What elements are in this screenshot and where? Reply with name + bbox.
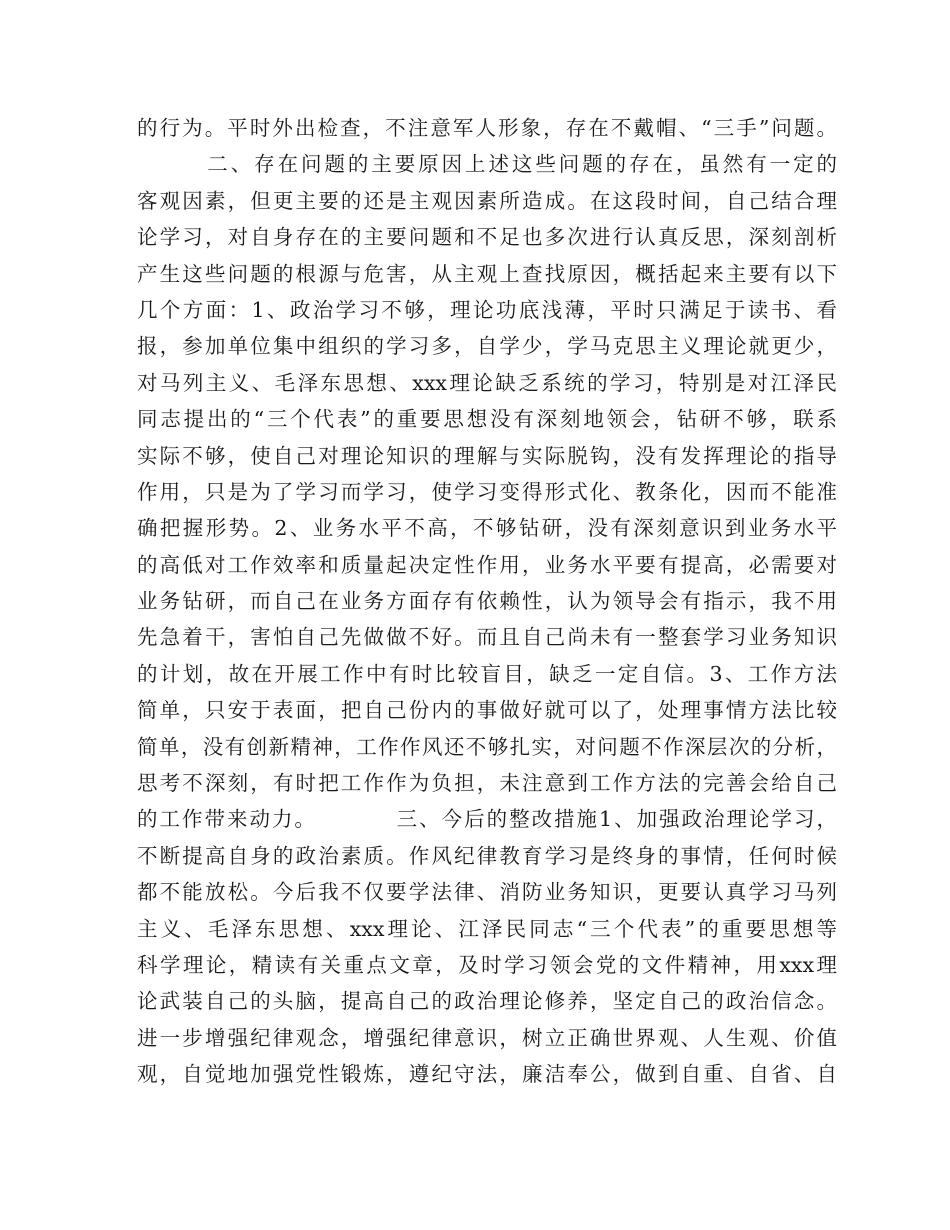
text-line: 思考不深刻，有时把工作作为负担，未注意到工作方法的完善会给自己 <box>137 771 837 796</box>
text-line: 同志提出的“三个代表”的重要思想没有深刻地领会，钻研不够，联系 <box>137 407 837 432</box>
text-line: 都不能放松。今后我不仅要学法律、消防业务知识，更要认真学习马列 <box>137 880 837 905</box>
text-line: 简单，没有创新精神，工作作风还不够扎实，对问题不作深层次的分析， <box>137 734 837 759</box>
document-body <box>137 110 837 1093</box>
text-line: 简单，只安于表面，把自己份内的事做好就可以了，处理事情方法比较 <box>137 698 837 723</box>
text-line: 实际不够，使自己对理论知识的理解与实际脱钩，没有发挥理论的指导 <box>137 443 837 468</box>
text-line: 论学习，对自身存在的主要问题和不足也多次进行认真反思，深刻剖析 <box>137 225 837 250</box>
text-line: 进一步增强纪律观念，增强纪律意识，树立正确世界观、人生观、价值 <box>137 1025 837 1050</box>
text-line: 的计划，故在开展工作中有时比较盲目，缺乏一定自信。3、工作方法 <box>137 661 837 686</box>
text-line: 的高低对工作效率和质量起决定性作用，业务水平要有提高，必需要对 <box>137 552 837 577</box>
text-line: 的工作带来动力。 三、今后的整改措施1、加强政治理论学习， <box>137 807 837 832</box>
text-line: 先急着干，害怕自己先做做不好。而且自己尚未有一整套学习业务知识 <box>137 625 837 650</box>
text-line: 主义、毛泽东思想、xxx理论、江泽民同志“三个代表”的重要思想等 <box>137 916 837 941</box>
text-line: 确把握形势。2、业务水平不高，不够钻研，没有深刻意识到业务水平 <box>137 516 837 541</box>
text-line: 产生这些问题的根源与危害，从主观上查找原因，概括起来主要有以下 <box>137 261 837 286</box>
text-line: 不断提高自身的政治素质。作风纪律教育学习是终身的事情，任何时候 <box>137 843 837 868</box>
text-line: 报，参加单位集中组织的学习多，自学少，学马克思主义理论就更少， <box>137 334 837 359</box>
text-line: 对马列主义、毛泽东思想、xxx理论缺乏系统的学习，特别是对江泽民 <box>137 370 837 395</box>
text-line: 作用，只是为了学习而学习，使学习变得形式化、教条化，因而不能准 <box>137 479 837 504</box>
text-line: 论武装自己的头脑，提高自己的政治理论修养，坚定自己的政治信念。 <box>137 989 837 1014</box>
text-line: 客观因素，但更主要的还是主观因素所造成。在这段时间，自己结合理 <box>137 188 837 213</box>
text-line: 科学理论，精读有关重点文章，及时学习领会党的文件精神，用xxx理 <box>137 952 837 977</box>
text-line: 观，自觉地加强党性锻炼，遵纪守法，廉洁奉公，做到自重、自省、自 <box>137 1062 837 1087</box>
text-line: 几个方面：1、政治学习不够，理论功底浅薄，平时只满足于读书、看 <box>137 297 837 322</box>
text-line: 的行为。平时外出检查，不注意军人形象，存在不戴帽、“三手”问题。 <box>137 116 837 140</box>
text-line: 二、存在问题的主要原因上述这些问题的存在，虽然有一定的 <box>137 152 837 177</box>
text-line: 业务钻研，而自己在业务方面存有依赖性，认为领导会有指示，我不用 <box>137 589 837 614</box>
